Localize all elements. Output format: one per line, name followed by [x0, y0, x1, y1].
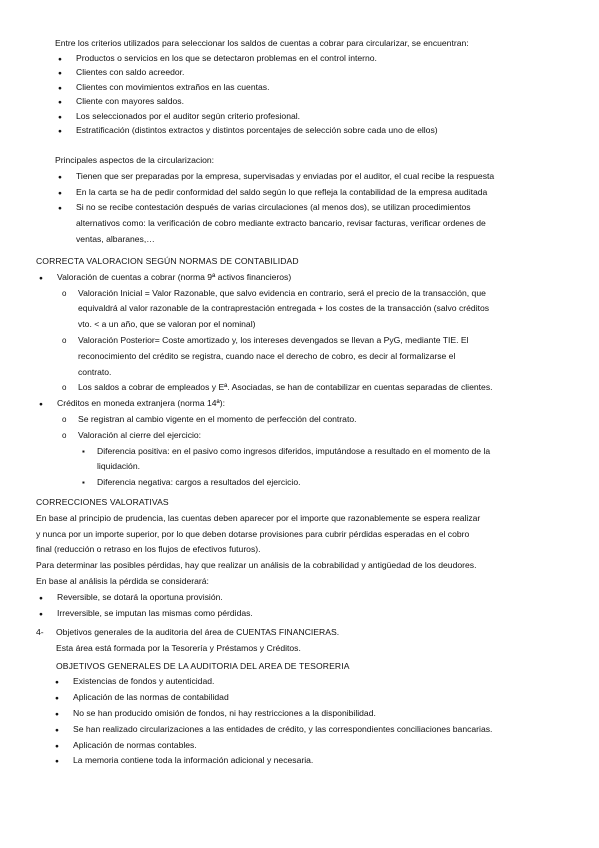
paragraph-line: final (reducción o retraso en los flujos de efectivos futuros).	[36, 544, 261, 555]
list-item: ● Valoración de cuentas a cobrar (norma 9ª activos financieros)	[0, 270, 599, 286]
list-item: ● Tienen que ser preparadas por la empresa, supervisadas y enviadas por el auditor, el cual recibe la respuesta	[0, 169, 599, 185]
bullet-icon	[58, 123, 62, 140]
list-item-cont: vto. < a un año, que se valoran por el nominal)	[78, 319, 256, 330]
bullet-icon	[55, 706, 59, 723]
section-title: Objetivos generales de la auditoria del área de CUENTAS FINANCIERAS.	[56, 627, 340, 637]
list-item-cont: ventas, albaranes,…	[76, 233, 155, 244]
list-item-cont: reconocimiento del crédito se registra, cuando nace el derecho de cobro, es decir al formalizarse el	[78, 350, 456, 361]
list-item: ● Los seleccionados por el auditor según criterio profesional.	[0, 109, 599, 124]
section-heading: CORRECTA VALORACION SEGÚN NORMAS DE CONTABILIDAD	[36, 256, 299, 266]
circle-bullet-icon	[62, 333, 66, 349]
bullet-icon	[58, 200, 62, 217]
criteria-intro: Entre los criterios utilizados para seleccionar los saldos de cuentas a cobrar para circularizar, se encuentran:	[55, 38, 469, 48]
circle-bullet-icon	[62, 380, 66, 396]
list-item: ● Irreversible, se imputan las mismas como pérdidas.	[0, 606, 599, 622]
list-item: o Valoración al cierre del ejercicio:	[0, 428, 599, 444]
section-heading: CORRECCIONES VALORATIVAS	[36, 497, 169, 507]
section-heading: OBJETIVOS GENERALES DE LA AUDITORIA DEL AREA DE TESORERIA	[56, 660, 350, 671]
bullet-icon	[39, 606, 43, 623]
square-bullet-icon	[82, 475, 85, 491]
numbered-heading	[0, 625, 599, 641]
valoracion-section	[0, 254, 599, 491]
list-item: ● Existencias de fondos y autenticidad.	[0, 674, 599, 690]
bullet-icon	[58, 169, 62, 186]
list-item: ● Reversible, se dotará la oportuna provisión.	[0, 590, 599, 606]
aspects-title: Principales aspectos de la circularizacion:	[55, 155, 215, 165]
list-item: ● Aplicación de las normas de contabilidad	[0, 690, 599, 706]
list-item-cont: liquidación.	[97, 461, 140, 472]
list-item: ● No se han producido omisión de fondos, ni hay restricciones a la disponibilidad.	[0, 706, 599, 722]
list-item: ● Estratificación (distintos extractos y distintos porcentajes de selección sobre cada uno de ellos)	[0, 123, 599, 138]
list-item: o Los saldos a cobrar de empleados y Eª. Asociadas, se han de contabilizar en cuentas separadas de clientes.	[0, 380, 599, 396]
section-subtitle: Esta área está formada por la Tesorería y Préstamos y Créditos.	[56, 642, 301, 653]
bullet-icon	[55, 738, 59, 755]
criteria-section	[0, 36, 599, 138]
bullet-icon	[39, 590, 43, 607]
circle-bullet-icon	[62, 412, 66, 428]
correcciones-section	[0, 495, 599, 621]
paragraph-line: En base al principio de prudencia, las cuentas deben aparecer por el importe que razonablemente se espera realizar	[36, 512, 481, 523]
list-item: ● La memoria contiene toda la información adicional y necesaria.	[0, 753, 599, 769]
aspects-section	[0, 153, 599, 248]
bullet-icon	[55, 674, 59, 691]
list-item: ▪ Diferencia negativa: cargos a resultados del ejercicio.	[0, 475, 599, 491]
objetivos-section	[0, 625, 599, 769]
bullet-icon	[55, 690, 59, 707]
square-bullet-icon	[82, 444, 85, 460]
list-item: ● Clientes con movimientos extraños en las cuentas.	[0, 80, 599, 95]
list-item: ● Clientes con saldo acreedor.	[0, 65, 599, 80]
paragraph-line: En base al análisis la pérdida se considerará:	[36, 575, 209, 586]
circle-bullet-icon	[62, 428, 66, 444]
list-item: o Valoración Inicial = Valor Razonable, que salvo evidencia en contrario, será el precio de la transacción, que	[0, 286, 599, 302]
list-item: ▪ Diferencia positiva: en el pasivo como ingresos diferidos, imputándose a resultado en el momento de la	[0, 444, 599, 460]
list-item: ● Productos o servicios en los que se detectaron problemas en el control interno.	[0, 51, 599, 66]
bullet-icon	[58, 185, 62, 202]
circle-bullet-icon	[62, 286, 66, 302]
list-item-cont: equivaldrá al valor razonable de la contraprestación entregada + los costes de la transacción (salvo créditos	[78, 303, 490, 314]
list-item: ● Créditos en moneda extranjera (norma 14ª):	[0, 396, 599, 412]
paragraph-line: Para determinar las posibles pérdidas, hay que realizar un análisis de la cobrabilidad y antigüedad de los deudores.	[36, 560, 477, 571]
list-item: o Valoración Posterior= Coste amortizado y, los intereses devengados se llevan a PyG, mediante TIE. El	[0, 333, 599, 349]
paragraph-line: y nunca por un importe superior, por lo que deben dotarse provisiones para cubrir pérdidas esperadas en el cobro	[36, 528, 470, 539]
list-item: ● Cliente con mayores saldos.	[0, 94, 599, 109]
list-item: ● Si no se recibe contestación después de varias circulaciones (al menos dos), se utilizan procedimientos	[0, 200, 599, 216]
list-item: ● En la carta se ha de pedir conformidad del saldo según lo que refleja la contabilidad de la empresa auditada	[0, 185, 599, 201]
list-item: ● Se han realizado circularizaciones a las entidades de crédito, y las correspondientes conciliaciones bancarias.	[0, 722, 599, 738]
list-item-cont: contrato.	[78, 366, 112, 377]
section-number: 4-	[36, 627, 44, 637]
list-item: o Se registran al cambio vigente en el momento de perfección del contrato.	[0, 412, 599, 428]
bullet-icon	[39, 396, 43, 413]
bullet-icon	[39, 270, 43, 287]
bullet-icon	[55, 753, 59, 770]
list-item-cont: alternativos como: la verificación de cobro mediante extracto bancario, revisar facturas, verificar ordenes de	[76, 218, 486, 229]
bullet-icon	[55, 722, 59, 739]
list-item: ● Aplicación de normas contables.	[0, 738, 599, 754]
